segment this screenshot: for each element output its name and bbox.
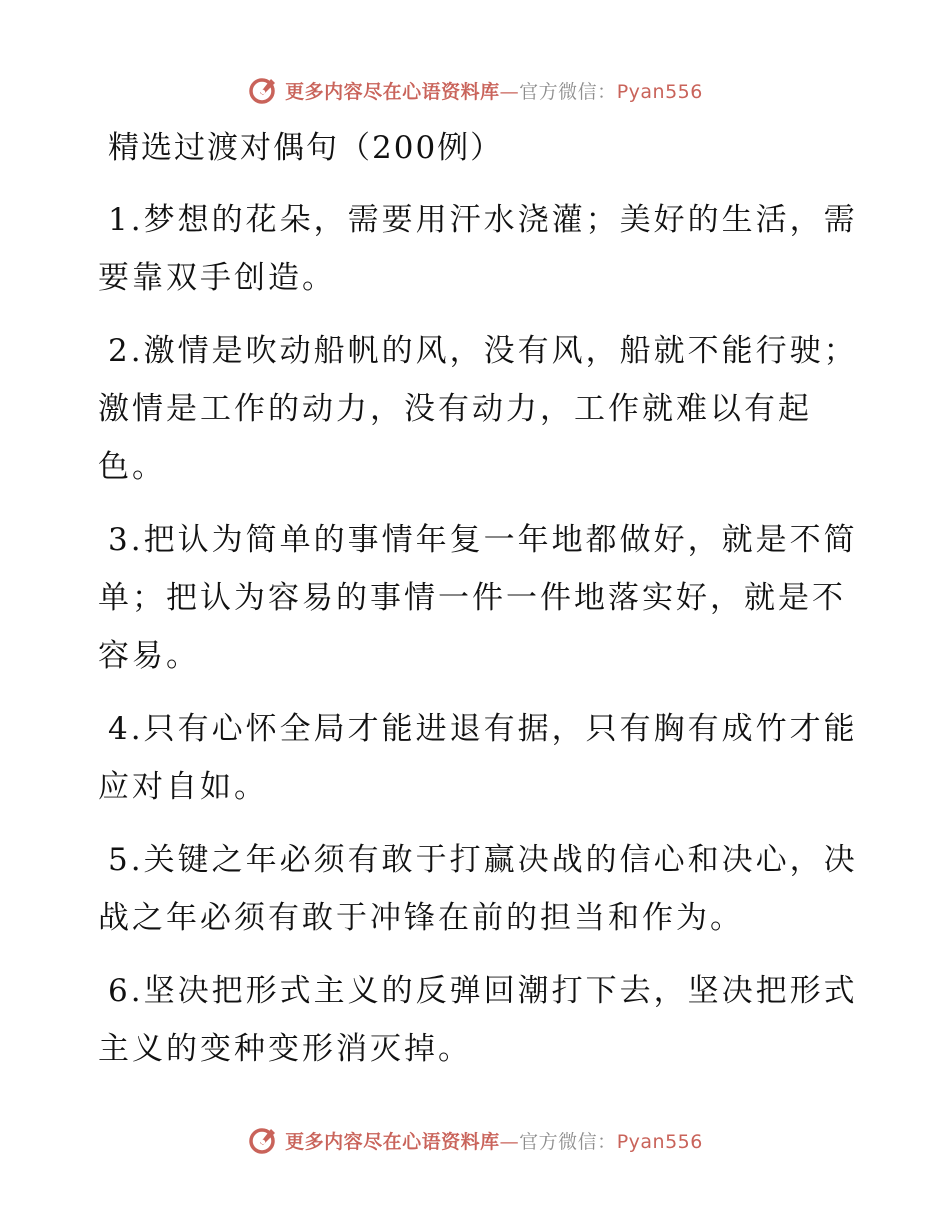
paragraph-5: 5.关键之年必须有敢于打赢决战的信心和决心，决战之年必须有敢于冲锋在前的担当和作为。	[98, 842, 858, 936]
paragraph-1: 1.梦想的花朵，需要用汗水浇灌；美好的生活，需要靠双手创造。	[98, 202, 858, 296]
watermark-wechat-id: Pyan556	[616, 80, 703, 103]
watermark-dash: —	[499, 1130, 520, 1153]
watermark-official: 官方微信：	[519, 80, 617, 103]
watermark-official: 官方微信：	[519, 1130, 617, 1153]
paragraph-3: 3.把认为简单的事情年复一年地都做好，就是不简单；把认为容易的事情一件一件地落实好，就是不容易。	[98, 522, 858, 674]
document-body	[98, 120, 858, 1078]
paragraph-4: 4.只有心怀全局才能进退有据，只有胸有成竹才能应对自如。	[98, 711, 858, 805]
watermark-text	[285, 1127, 703, 1154]
document-title: 精选过渡对偶句（200例）	[108, 130, 504, 166]
watermark-text	[285, 77, 703, 104]
watermark-dash: —	[499, 80, 520, 103]
watermark-main: 更多内容尽在心语资料库	[285, 80, 500, 103]
watermark-footer	[0, 1122, 950, 1158]
watermark-wechat-id: Pyan556	[616, 1130, 703, 1153]
pen-nib-logo-icon	[247, 74, 279, 106]
pen-nib-logo-icon	[247, 1124, 279, 1156]
paragraph-2: 2.激情是吹动船帆的风，没有风，船就不能行驶；激情是工作的动力，没有动力，工作就难以有起色。	[98, 333, 858, 485]
watermark-main: 更多内容尽在心语资料库	[285, 1130, 500, 1153]
watermark-header	[0, 72, 950, 108]
paragraph-6: 6.坚决把形式主义的反弹回潮打下去，坚决把形式主义的变种变形消灭掉。	[98, 973, 858, 1067]
